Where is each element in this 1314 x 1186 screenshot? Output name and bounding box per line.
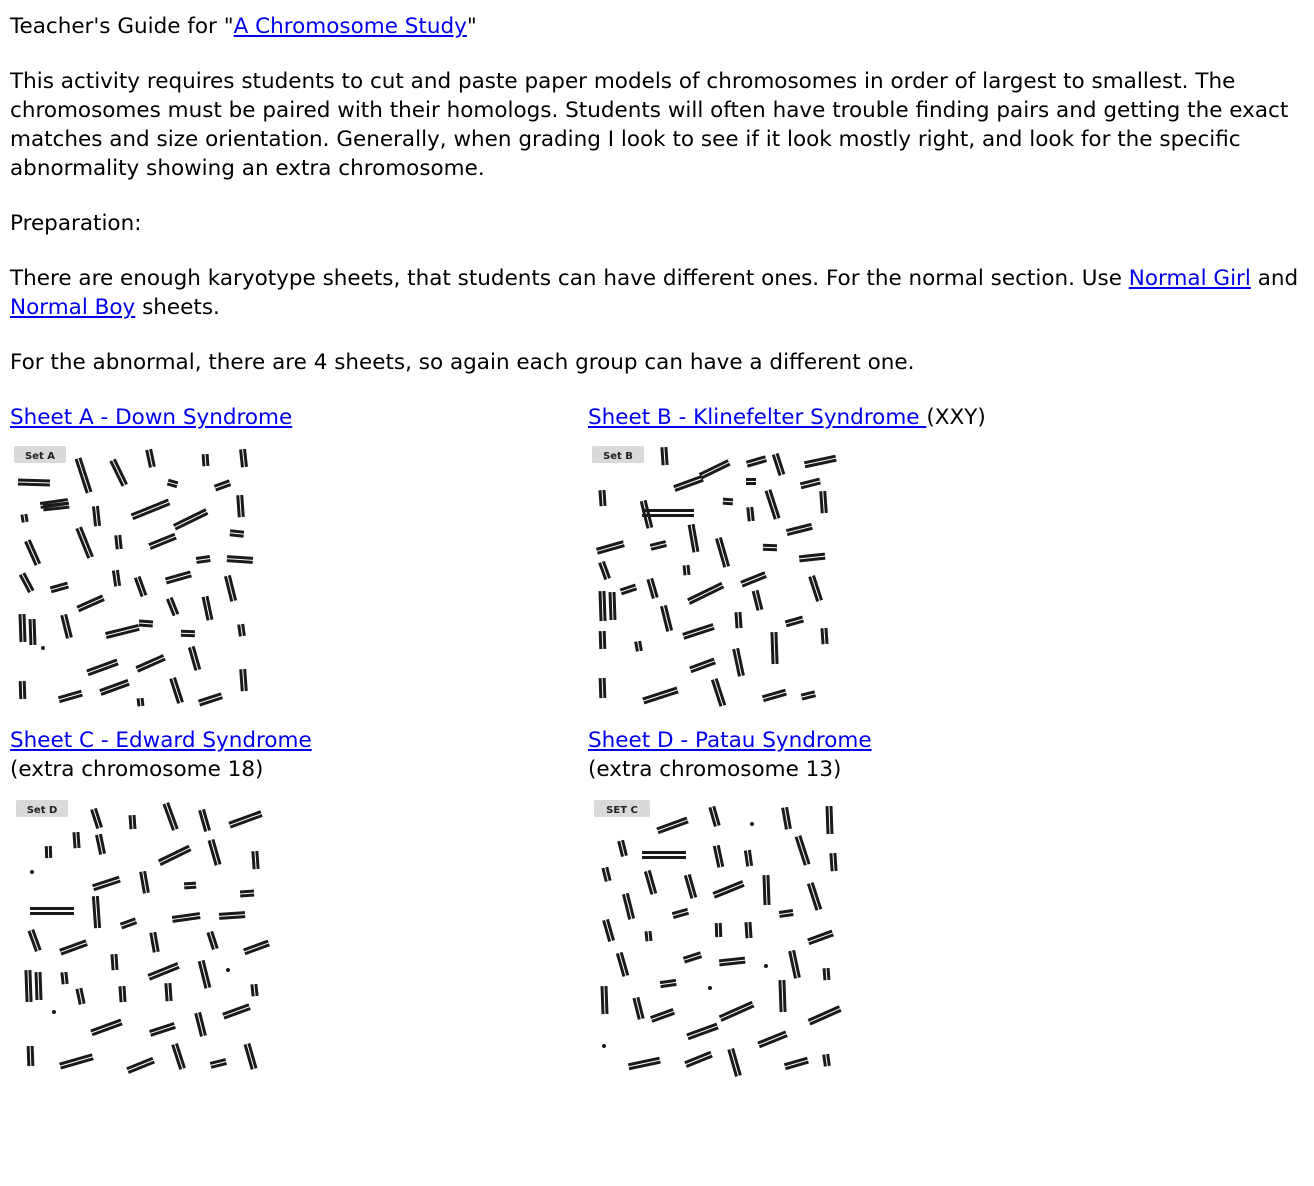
set-label-b-text: Set B (603, 451, 633, 462)
sheet-c-subtitle: (extra chromosome 18) (10, 757, 264, 782)
prep-text-mid: and (1250, 266, 1299, 291)
set-label-b (592, 446, 644, 463)
sheet-a-heading (10, 403, 588, 432)
sheet-d-heading (588, 726, 1304, 755)
intro-paragraph: This activity requires students to cut and paste paper models of chromosomes in order of largest to smallest. The chromosomes must be paired with their homologs. Students will often have trouble finding pairs and getting the exact matches and size orientation. Generally, when grading I look to see if it look mostly right, and look for the specific abnormality showing an extra chromosome. (10, 69, 1289, 181)
sheet-b-image-cell (588, 432, 1304, 712)
preparation-heading: Preparation: (10, 211, 142, 236)
sheet-c-image-cell (10, 786, 588, 1082)
sheet-d-image-cell (588, 786, 1304, 1082)
preparation-paragraph (10, 264, 1304, 322)
page-title (10, 12, 1304, 41)
prep-text-end: sheets. (135, 295, 220, 320)
sheet-c-heading (10, 726, 588, 755)
row-gap-right (588, 712, 1304, 726)
normal-boy-link[interactable]: Normal Boy (10, 295, 136, 320)
prep-text-start: There are enough karyotype sheets, that students can have different ones. For the normal section. Use (10, 266, 1129, 291)
set-label-d (594, 800, 650, 817)
sheet-block-a (10, 403, 588, 712)
sheet-block-c (10, 726, 588, 1082)
abnormal-paragraph: For the abnormal, there are 4 sheets, so again each group can have a different one. (10, 350, 915, 375)
sheet-b-suffix: (XXY) (926, 405, 986, 430)
sheet-b-link[interactable]: Sheet B - Klinefelter Syndrome (588, 405, 927, 430)
set-label-a (14, 446, 66, 463)
sheet-grid (10, 403, 1304, 1082)
set-label-c (16, 800, 68, 817)
karyotype-image-d[interactable] (588, 794, 854, 1082)
karyotype-image-c[interactable] (10, 794, 276, 1082)
sheet-a-image-cell (10, 432, 588, 712)
set-label-d-text: SET C (606, 805, 638, 816)
chromosome-study-link[interactable]: A Chromosome Study (233, 14, 467, 39)
sheet-b-heading (588, 403, 1304, 432)
title-prefix-text: Teacher's Guide for " (10, 14, 234, 39)
sheet-c-link[interactable]: Sheet C - Edward Syndrome (10, 728, 312, 753)
title-suffix-text: " (466, 14, 477, 39)
sheet-a-link[interactable]: Sheet A - Down Syndrome (10, 405, 293, 430)
sheet-d-subtitle: (extra chromosome 13) (588, 757, 842, 782)
sheet-block-b (588, 403, 1304, 712)
sheet-block-d (588, 726, 1304, 1082)
karyotype-image-a[interactable] (10, 440, 262, 712)
set-label-c-text: Set D (26, 805, 58, 816)
set-label-a-text: Set A (25, 451, 55, 462)
karyotype-image-b[interactable] (588, 440, 840, 712)
row-gap-left (10, 712, 588, 726)
sheet-d-link[interactable]: Sheet D - Patau Syndrome (588, 728, 872, 753)
normal-girl-link[interactable]: Normal Girl (1128, 266, 1251, 291)
